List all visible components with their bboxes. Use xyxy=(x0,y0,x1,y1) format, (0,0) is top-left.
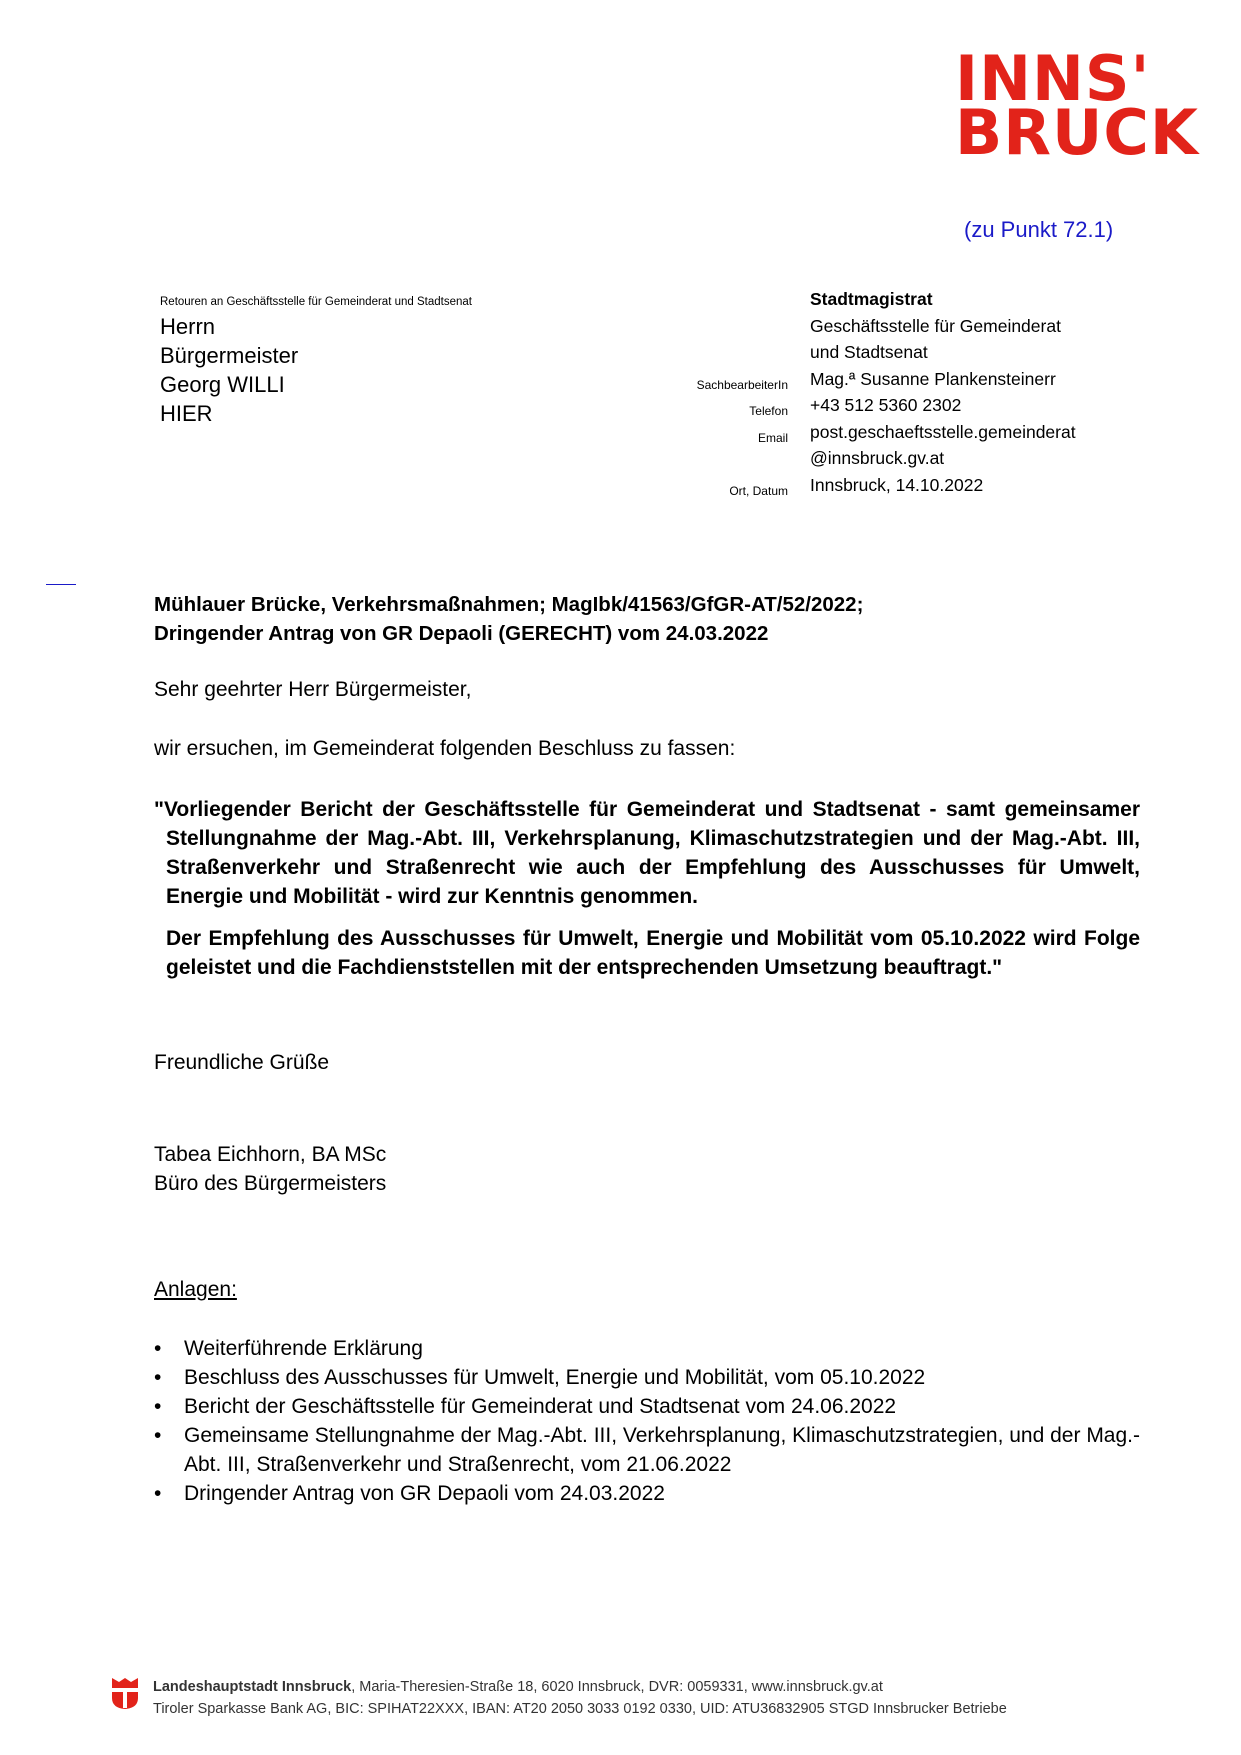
innsbruck-logo xyxy=(955,42,1199,169)
recipient-line: Bürgermeister xyxy=(160,343,299,368)
clerk-label: SachbearbeiterIn xyxy=(696,378,788,392)
list-item: • Weiterführende Erklärung xyxy=(154,1334,1154,1363)
signature-name: Tabea Eichhorn, BA MSc xyxy=(154,1143,387,1166)
recipient-line: HIER xyxy=(160,401,213,426)
recipient-line: Herrn xyxy=(160,314,216,339)
footer xyxy=(153,1676,1007,1720)
fold-mark xyxy=(46,584,76,585)
subject-line: Dringender Antrag von GR Depaoli (GERECHT) vom 24.03.2022 xyxy=(154,622,769,645)
footer-address: , Maria-Theresien-Straße 18, 6020 Innsbruck, DVR: 0059331, www.innsbruck.gv.at xyxy=(351,1679,883,1695)
attachments-list xyxy=(154,1334,1154,1508)
return-address: Retouren an Geschäftsstelle für Gemeinderat und Stadtsenat xyxy=(160,296,472,308)
city-crest-icon xyxy=(110,1676,140,1710)
footer-line-1 xyxy=(153,1676,1007,1698)
signature xyxy=(154,1140,386,1198)
sender-org: Stadtmagistrat xyxy=(810,289,933,309)
subject xyxy=(154,590,863,648)
subject-line: Mühlauer Brücke, Verkehrsmaßnahmen; MagIbk/41563/GfGR-AT/52/2022; xyxy=(154,593,864,616)
resolution-paragraph: "Vorliegender Bericht der Geschäftsstelle für Gemeinderat und Stadtsenat - samt gemeinsamer Stellungnahme der Mag.-Abt. III, Verkehrsplanung, Klimaschutzstrategien und der Mag.-Abt. III, Straßenverkehr und Straßenrecht wie auch der Empfehlung des Ausschusses für Umwelt, Energie und Mobilität - wird zur Kenntnis genommen. xyxy=(154,798,1140,908)
footer-bank: Tiroler Sparkasse Bank AG, BIC: SPIHAT22XXX, IBAN: AT20 2050 3033 0192 0330, UID: ATU36832905 STGD Innsbrucker Betriebe xyxy=(153,1701,1007,1717)
sender-phone: +43 512 5360 2302 xyxy=(810,395,962,415)
logo-line-2: BRUCK xyxy=(955,96,1199,169)
phone-label: Telefon xyxy=(749,404,788,418)
logo-line-1: INNS' xyxy=(955,42,1151,115)
date-label: Ort, Datum xyxy=(729,484,788,498)
list-item: • Bericht der Geschäftsstelle für Gemeinderat und Stadtsenat vom 24.06.2022 xyxy=(154,1392,1154,1421)
recipient-line: Georg WILLI xyxy=(160,372,285,397)
list-item: • Dringender Antrag von GR Depaoli vom 24.03.2022 xyxy=(154,1479,1154,1508)
sender-info xyxy=(810,286,1076,498)
agenda-reference: (zu Punkt 72.1) xyxy=(964,217,1114,242)
attachments-title: Anlagen: xyxy=(154,1278,237,1301)
resolution-paragraph: Der Empfehlung des Ausschusses für Umwelt, Energie und Mobilität vom 05.10.2022 wird Folge geleistet und die Fachdienststellen mit der entsprechenden Umsetzung beauftragt." xyxy=(166,927,1140,979)
signature-office: Büro des Bürgermeisters xyxy=(154,1172,387,1195)
list-item: • Gemeinsame Stellungnahme der Mag.-Abt. III, Verkehrsplanung, Klimaschutzstrategien, und der Mag.-Abt. III, Straßenverkehr und Straßenrecht, vom 21.06.2022 xyxy=(154,1421,1154,1479)
sender-clerk: Mag.ª Susanne Plankensteinerr xyxy=(810,368,1056,389)
email-label: Email xyxy=(757,431,788,445)
footer-city: Landeshauptstadt Innsbruck xyxy=(153,1679,352,1695)
sender-email: post.geschaeftsstelle.gemeinderat xyxy=(810,421,1076,442)
salutation: Sehr geehrter Herr Bürgermeister, xyxy=(154,678,472,701)
sender-email: @innsbruck.gv.at xyxy=(810,448,945,468)
sender-dept: Geschäftsstelle für Gemeinderat xyxy=(810,315,1061,336)
sender-dept: und Stadtsenat xyxy=(810,342,928,362)
recipient-address xyxy=(160,312,298,428)
closing: Freundliche Grüße xyxy=(154,1051,330,1074)
sender-date: Innsbruck, 14.10.2022 xyxy=(810,474,984,495)
list-item: • Beschluss des Ausschusses für Umwelt, Energie und Mobilität, vom 05.10.2022 xyxy=(154,1363,1154,1392)
intro-text: wir ersuchen, im Gemeinderat folgenden Beschluss zu fassen: xyxy=(154,737,736,760)
resolution-text xyxy=(154,795,1140,982)
